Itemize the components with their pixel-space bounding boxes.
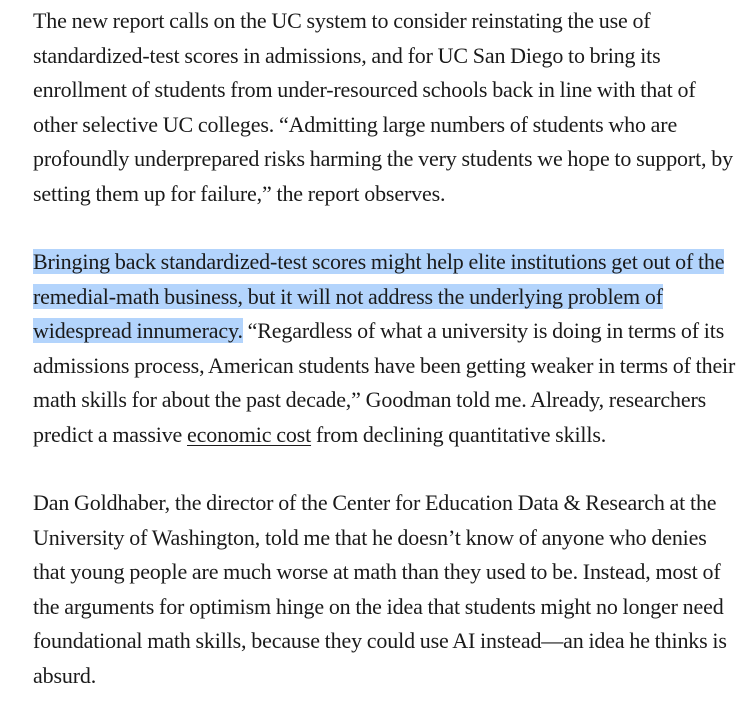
paragraph-innumeracy-end: from declining quantitative skills. — [311, 421, 607, 447]
article-body — [33, 4, 739, 727]
paragraph-innumeracy — [33, 245, 739, 452]
paragraph-goldhaber: Dan Goldhaber, the director of the Center for Education Data & Research at the University of Washington, told me that he doesn’t know of anyone who denies that young people are much worse at math than they used to be. Instead, most of the arguments for optimism hinge on the idea that students might no longer need foundational math skills, because they could use AI instead—an idea he thinks is absurd. — [33, 490, 727, 688]
paragraph-report: The new report calls on the UC system to consider reinstating the use of standardized-test scores in admissions, and for UC San Diego to bring its enrollment of students from under-resourced schools back in line with that of other selective UC colleges. “Admitting large numbers of students who are profoundly underprepared risks harming the very students we hope to support, by setting them up for failure,” the report observes. — [33, 8, 733, 206]
economic-cost-link[interactable]: economic cost — [187, 421, 312, 447]
selected-text-highlight[interactable]: Bringing back standardized-test scores might help elite institutions get out of the remedial-math business, but it will not address the underlying problem of widespread innumeracy. — [33, 249, 725, 343]
paragraph-innumeracy-text: “Regardless of what a university is doing in terms of its admissions process, American students have been getting weaker in terms of their math skills for about the past decade,” Goodman told me. Already, researchers predict a massive — [33, 318, 736, 447]
